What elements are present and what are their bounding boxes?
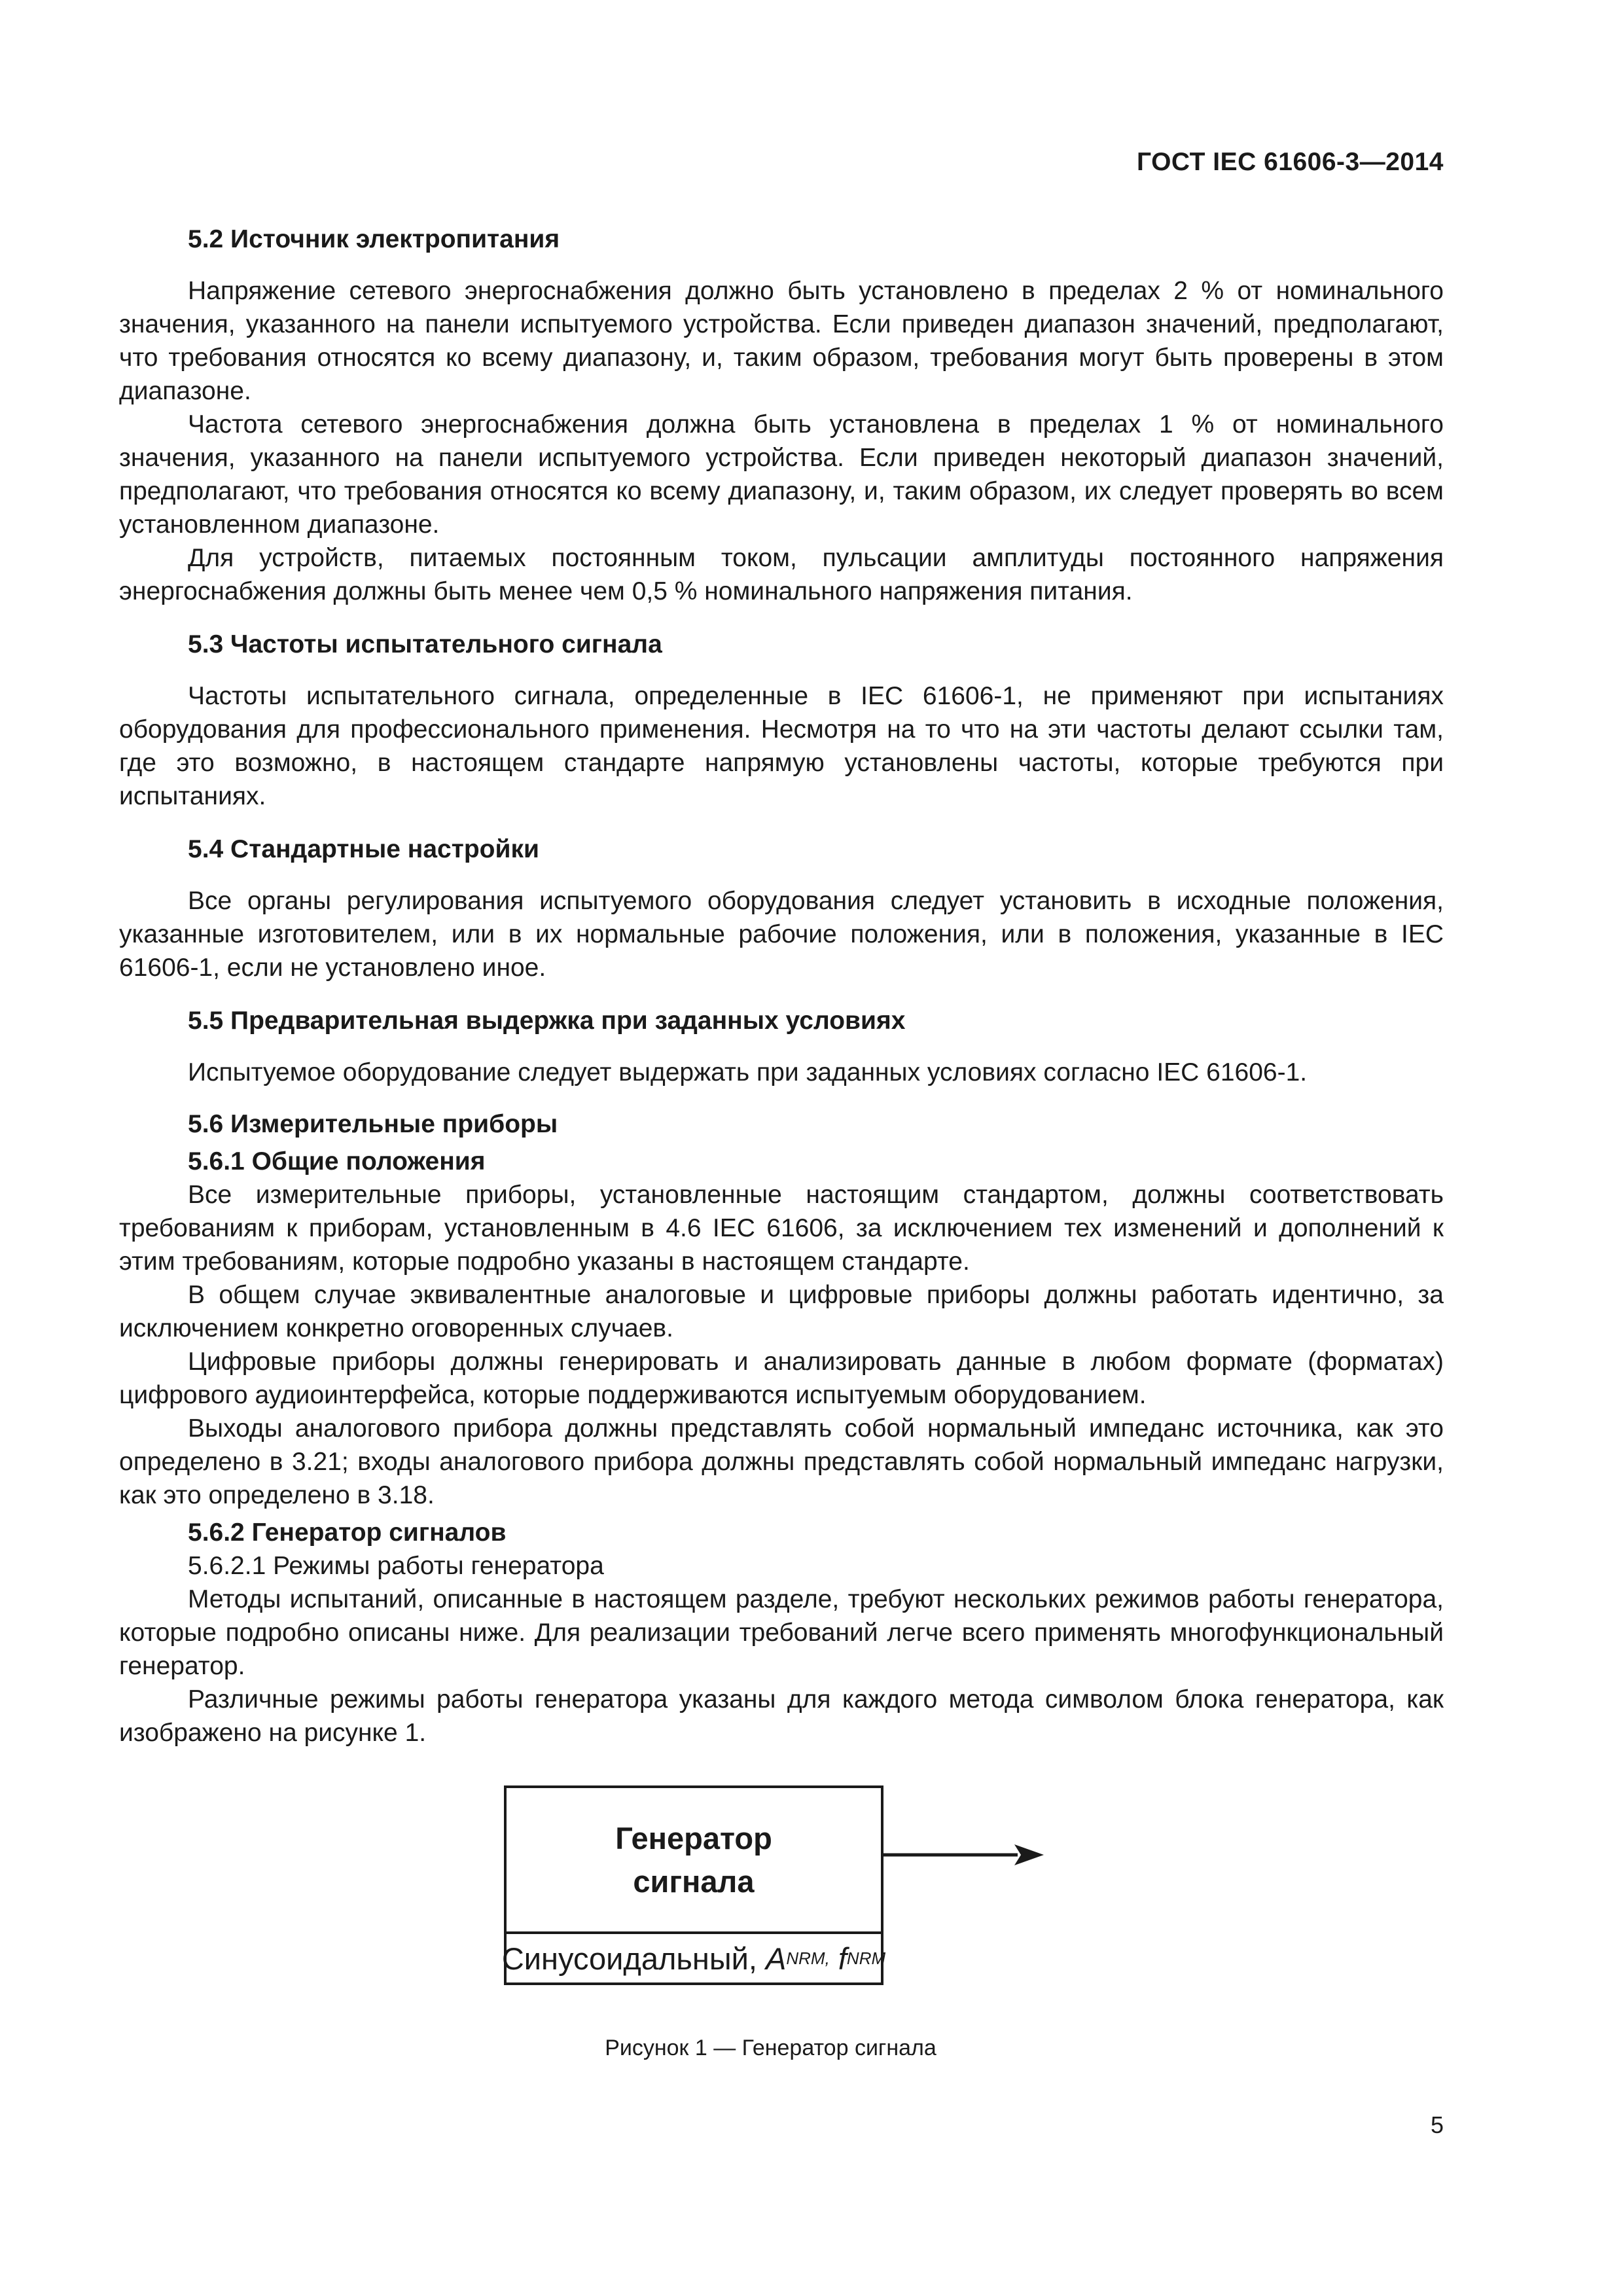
mode-text: Синусоидальный, xyxy=(501,1941,757,1976)
paragraph: Все измерительные приборы, установленные настоящим стандартом, должны соответствовать требованиям к приборам, установленным в 4.6 IEC 61606, за исключением тех изменений и дополнений к этим требованиям, которые подробно указаны в настоящем стандарте. xyxy=(119,1181,1444,1276)
page-body xyxy=(119,223,1444,1749)
generator-block xyxy=(501,1785,886,1985)
generator-mode-label xyxy=(501,1934,886,1982)
paragraph: Для устройств, питаемых постоянным током, пульсации амплитуды постоянного напряжения энергоснабжения должны быть менее чем 0,5 % номинального напряжения питания. xyxy=(119,544,1444,605)
generator-title-line1: Генератор xyxy=(615,1820,772,1856)
paragraph: Различные режимы работы генератора указаны для каждого метода символом блока генератора, как изображено на рисунке 1. xyxy=(119,1685,1444,1747)
paragraph: Выходы аналогового прибора должны представлять собой нормальный импеданс источника, как это определено в 3.21; входы аналогового прибора должны представлять собой нормальный импеданс нагрузки, как это определено в 3.18. xyxy=(119,1414,1444,1509)
output-arrow-icon xyxy=(883,1842,1044,1868)
generator-block-title xyxy=(507,1788,881,1934)
generator-title-line2: сигнала xyxy=(633,1863,755,1899)
heading-5-3: 5.3 Частоты испытательного сигнала xyxy=(188,630,662,658)
figure-signal-generator xyxy=(501,1785,1060,2011)
amplitude-subscript: NRM, xyxy=(786,1948,830,1968)
heading-5-2: 5.2 Источник электропитания xyxy=(188,225,560,253)
paragraph: В общем случае эквивалентные аналоговые и цифровые приборы должны работать идентично, за исключением конкретно оговоренных случаев. xyxy=(119,1281,1444,1342)
amplitude-symbol: A xyxy=(766,1941,787,1976)
heading-5-6: 5.6 Измерительные приборы xyxy=(188,1110,558,1138)
heading-5-4: 5.4 Стандартные настройки xyxy=(188,835,539,863)
figure-caption: Рисунок 1 — Генератор сигнала xyxy=(605,2036,936,2060)
page-number: 5 xyxy=(1430,2111,1444,2138)
heading-5-6-2-1: 5.6.2.1 Режимы работы генератора xyxy=(188,1552,604,1580)
heading-5-5: 5.5 Предварительная выдержка при заданных условиях xyxy=(188,1007,906,1035)
paragraph: Частота сетевого энергоснабжения должна быть установлена в пределах 1 % от номинального значения, указанного на панели испытуемого устройства. Если приведен некоторый диапазон значений, предполагают, что требования относятся ко всему диапазону, и, таким образом, их следует проверять во всем установленном диапазоне. xyxy=(119,410,1444,539)
document-id-header: ГОСТ IEC 61606-3—2014 xyxy=(1136,148,1444,176)
paragraph: Частоты испытательного сигнала, определенные в IEC 61606-1, не применяют при испытаниях оборудования для профессионального применения. Несмотря на то что на эти частоты делают ссылки там, где это возможно, в настоящем стандарте напрямую установлены частоты, которые требуются при испытаниях. xyxy=(119,682,1444,810)
paragraph: Методы испытаний, описанные в настоящем разделе, требуют нескольких режимов работы генератора, которые подробно описаны ниже. Для реализации требований легче всего применять многофункциональный генератор. xyxy=(119,1585,1444,1680)
heading-5-6-1: 5.6.1 Общие положения xyxy=(188,1147,486,1175)
paragraph: Напряжение сетевого энергоснабжения должно быть установлено в пределах 2 % от номинального значения, указанного на панели испытуемого устройства. Если приведен диапазон значений, предполагают, что требования относятся ко всему диапазону, и, таким образом, требования могут быть проверены в этом диапазоне. xyxy=(119,277,1444,405)
paragraph: Цифровые приборы должны генерировать и анализировать данные в любом формате (форматах) цифрового аудиоинтерфейса, которые поддерживаются испытуемым оборудованием. xyxy=(119,1348,1444,1409)
paragraph: Испытуемое оборудование следует выдержать при заданных условиях согласно IEC 61606-1. xyxy=(188,1058,1308,1086)
frequency-symbol: f xyxy=(838,1941,847,1976)
frequency-subscript: NRM xyxy=(846,1948,886,1968)
heading-5-6-2: 5.6.2 Генератор сигналов xyxy=(188,1518,507,1547)
paragraph: Все органы регулирования испытуемого оборудования следует установить в исходные положения, указанные изготовителем, или в их нормальные рабочие положения, или в положения, указанные в IEC 61606-1, если не установлено иное. xyxy=(119,887,1444,982)
